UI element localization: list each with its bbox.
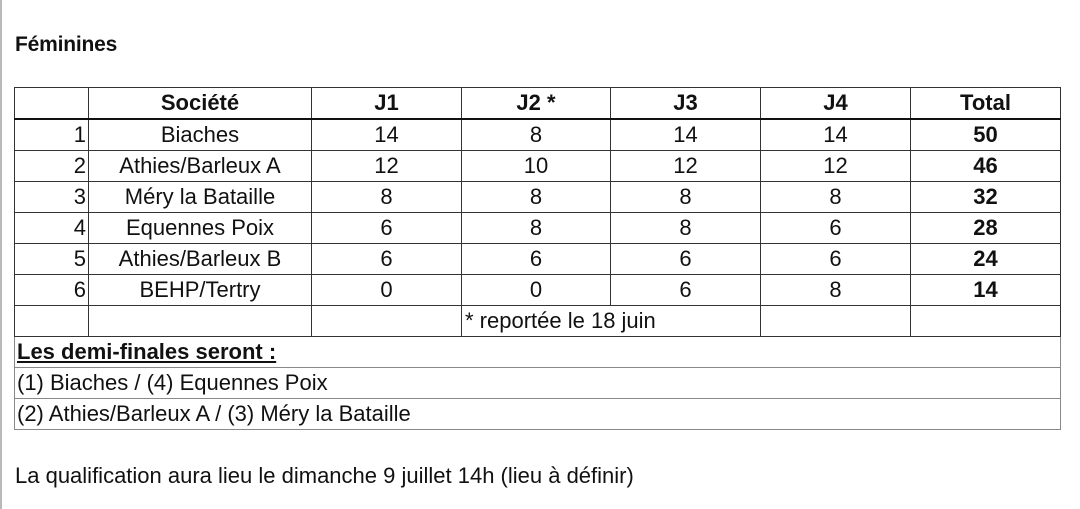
j3-cell: 14: [611, 119, 761, 151]
semifinal-row: [15, 368, 1061, 399]
total-cell: 46: [911, 151, 1061, 182]
postponed-footnote: * reportée le 18 juin: [462, 306, 761, 337]
j2-cell: 8: [462, 119, 611, 151]
societe-cell: Equennes Poix: [89, 213, 312, 244]
j2-cell: 8: [462, 213, 611, 244]
standings-table: [14, 87, 1061, 430]
j2-cell: 0: [462, 275, 611, 306]
header-total: Total: [911, 88, 1061, 120]
empty-cell: [89, 306, 312, 337]
total-cell: 14: [911, 275, 1061, 306]
semifinals-title: Les demi-finales seront :: [15, 337, 1061, 368]
section-heading: Féminines: [15, 33, 118, 56]
header-societe: Société: [89, 88, 312, 120]
j4-cell: 6: [761, 213, 911, 244]
j4-cell: 6: [761, 244, 911, 275]
table-row: [15, 151, 1061, 182]
societe-cell: Méry la Bataille: [89, 182, 312, 213]
total-cell: 24: [911, 244, 1061, 275]
table-row: [15, 119, 1061, 151]
total-cell: 28: [911, 213, 1061, 244]
j2-cell: 6: [462, 244, 611, 275]
j4-cell: 14: [761, 119, 911, 151]
rank-cell: 5: [15, 244, 89, 275]
empty-cell: [312, 306, 462, 337]
j4-cell: 12: [761, 151, 911, 182]
table-row: [15, 244, 1061, 275]
j2-cell: 10: [462, 151, 611, 182]
j1-cell: 14: [312, 119, 462, 151]
semifinal-row: [15, 399, 1061, 430]
table-row: [15, 182, 1061, 213]
total-cell: 50: [911, 119, 1061, 151]
j3-cell: 8: [611, 182, 761, 213]
empty-cell: [761, 306, 911, 337]
semifinal-match-2: (2) Athies/Barleux A / (3) Méry la Bataille: [15, 399, 1061, 430]
rank-cell: 1: [15, 119, 89, 151]
j2-cell: 8: [462, 182, 611, 213]
rank-cell: 3: [15, 182, 89, 213]
header-j2: J2 *: [462, 88, 611, 120]
j3-cell: 12: [611, 151, 761, 182]
rank-cell: 6: [15, 275, 89, 306]
header-j4: J4: [761, 88, 911, 120]
j4-cell: 8: [761, 275, 911, 306]
societe-cell: Athies/Barleux B: [89, 244, 312, 275]
page-left-border: [0, 0, 2, 509]
semifinals-title-row: [15, 337, 1061, 368]
table-header-row: [15, 88, 1061, 120]
header-rank: [15, 88, 89, 120]
j1-cell: 8: [312, 182, 462, 213]
table-row: [15, 275, 1061, 306]
societe-cell: Athies/Barleux A: [89, 151, 312, 182]
societe-cell: BEHP/Tertry: [89, 275, 312, 306]
j4-cell: 8: [761, 182, 911, 213]
empty-cell: [15, 306, 89, 337]
rank-cell: 4: [15, 213, 89, 244]
header-j1: J1: [312, 88, 462, 120]
j3-cell: 6: [611, 275, 761, 306]
societe-cell: Biaches: [89, 119, 312, 151]
semifinal-match-1: (1) Biaches / (4) Equennes Poix: [15, 368, 1061, 399]
j1-cell: 6: [312, 213, 462, 244]
j1-cell: 12: [312, 151, 462, 182]
total-cell: 32: [911, 182, 1061, 213]
footnote-row: [15, 306, 1061, 337]
table-row: [15, 213, 1061, 244]
qualification-note: La qualification aura lieu le dimanche 9 juillet 14h (lieu à définir): [15, 463, 634, 488]
header-j3: J3: [611, 88, 761, 120]
empty-cell: [911, 306, 1061, 337]
j1-cell: 6: [312, 244, 462, 275]
rank-cell: 2: [15, 151, 89, 182]
j1-cell: 0: [312, 275, 462, 306]
j3-cell: 6: [611, 244, 761, 275]
j3-cell: 8: [611, 213, 761, 244]
